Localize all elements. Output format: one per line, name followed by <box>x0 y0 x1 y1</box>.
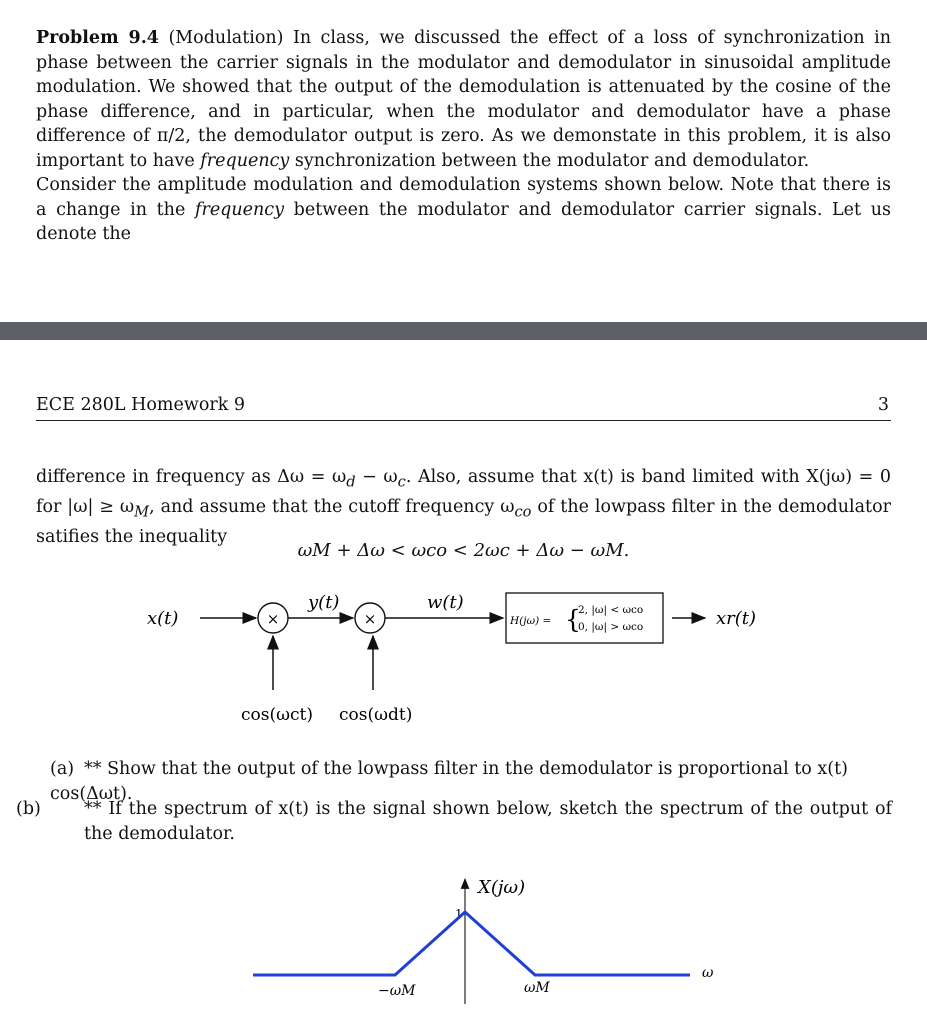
cont-sub-d: d <box>346 473 356 491</box>
cont-part-5: of the lowpass filter in the demodulator satifies the inequality <box>36 497 891 547</box>
problem-emph-1: frequency <box>200 150 290 171</box>
spectrum-series-line <box>253 912 690 975</box>
spectrum-x-label: ω <box>702 965 714 981</box>
question-a-label: (a) <box>50 759 75 779</box>
filter-brace: { <box>565 605 581 634</box>
cont-part-4: , and assume that the cutoff frequency ω <box>149 497 515 517</box>
cont-part-3: . Also, assume that x(t) is band limited with X(jω) = 0 for |ω| ≥ ω <box>36 467 891 517</box>
problem-text-3: Consider the amplitude modulation and demodulation systems shown below. Note that there is a change in the <box>36 175 891 220</box>
problem-text-4: between the modulator and demodulator carrier signals. Let us denote the <box>36 199 891 244</box>
problem-label: Problem 9.4 <box>36 28 159 48</box>
problem-text-2: synchronization between the modulator and demodulator. <box>294 150 810 171</box>
w-label: w(t) <box>427 592 464 613</box>
cont-part-2: − ω <box>355 467 398 487</box>
problem-emph-2: frequency <box>194 199 284 220</box>
inequality-equation: ωM + Δω < ωco < 2ωc + Δω − ωM. <box>297 540 630 561</box>
problem-text-1: In class, we discussed the effect of a loss of synchronization in phase between the carrier signals in the modulator and demodulator in sinusoidal amplitude modulation. We showed that the output of the demodulation is attenuated by the cosine of the phase difference, and in particular, when the modulator and demodulator have a phase difference of π/2, the demodulator output is zero. As we demonstate in this problem, it is also important to have <box>36 28 891 171</box>
filter-lhs: H(jω) = <box>510 615 552 627</box>
page-number: 3 <box>877 395 889 415</box>
input-x-label: x(t) <box>147 608 179 629</box>
carrier-2-label: cos(ωdt) <box>339 705 413 725</box>
filter-case-2: 0, |ω| > ωco <box>578 621 644 633</box>
spectrum-plot <box>253 877 714 1004</box>
question-b <box>16 797 892 847</box>
multiplier-2-symbol: × <box>363 610 377 628</box>
filter-case-1: 2, |ω| < ωco <box>578 604 644 616</box>
spectrum-peak-label: 1 <box>455 907 463 921</box>
question-a-text: ** Show that the output of the lowpass filter in the demodulator is proportional to x(t) cos(Δωt). <box>50 759 848 804</box>
cont-part-1: difference in frequency as Δω = ω <box>36 467 347 487</box>
cont-sub-co: co <box>514 503 532 521</box>
pos-wm-tick-label: ωM <box>524 980 550 996</box>
problem-topic: (Modulation) <box>168 28 284 48</box>
page-header-title: ECE 280L Homework 9 <box>36 395 246 415</box>
cont-sub-m: M <box>134 503 150 521</box>
neg-wm-tick-label: −ωM <box>378 983 416 999</box>
question-b-text: ** If the spectrum of x(t) is the signal shown below, sketch the spectrum of the output of the demodulator. <box>84 799 892 844</box>
y-label: y(t) <box>308 592 340 613</box>
output-label: xr(t) <box>716 608 757 629</box>
carrier-1-label: cos(ωct) <box>241 705 313 725</box>
cont-sub-c: c <box>397 473 406 491</box>
spectrum-y-label: X(jω) <box>478 877 526 898</box>
multiplier-1-symbol: × <box>266 610 280 628</box>
question-b-label: (b) <box>16 799 41 819</box>
